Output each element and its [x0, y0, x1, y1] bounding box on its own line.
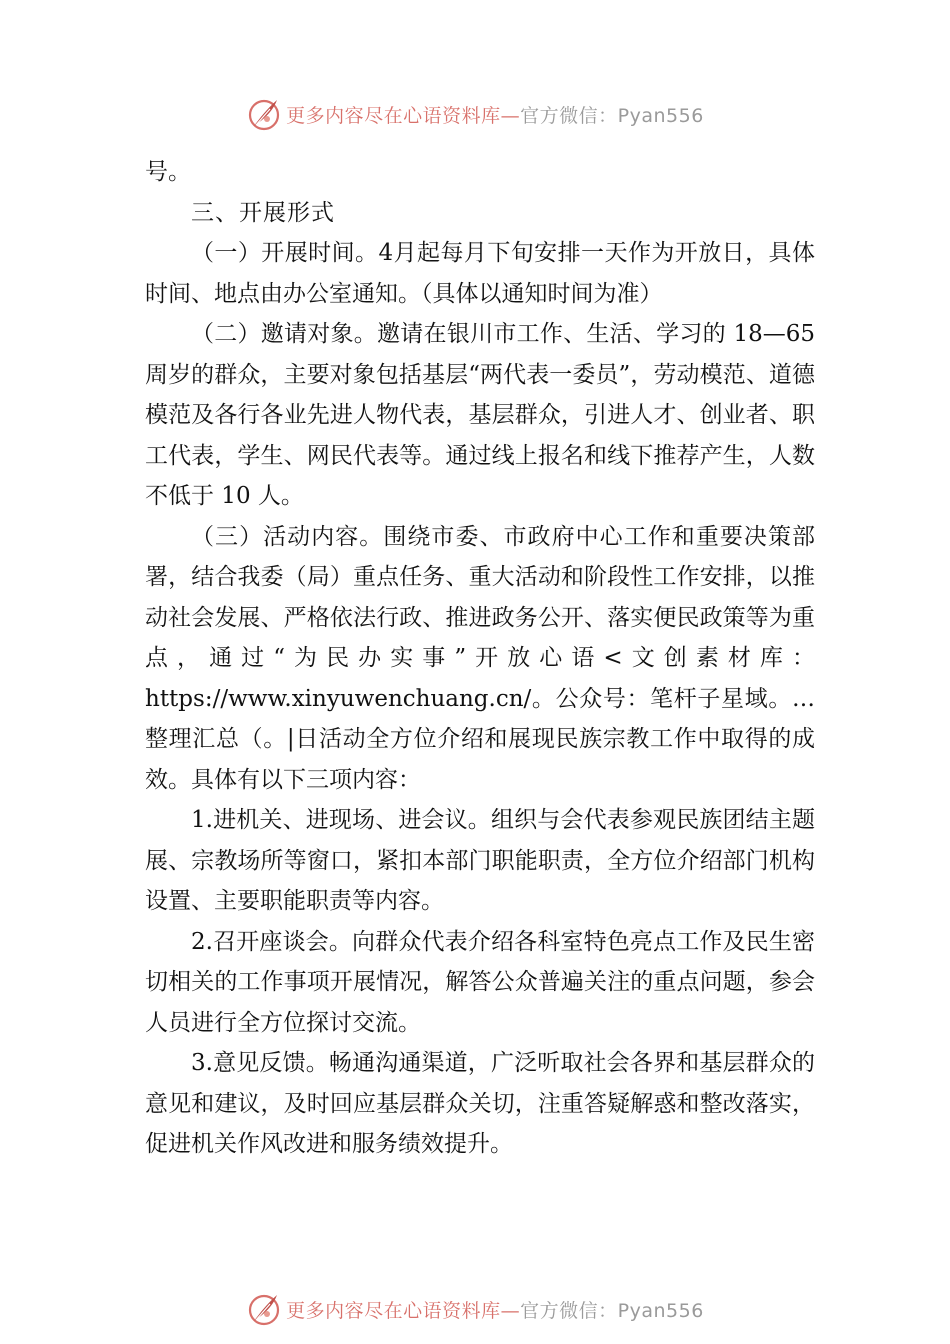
watermark-wechat: 官方微信：Pyan556: [520, 1299, 704, 1322]
paragraph-item-3: 3.意见反馈。畅通沟通渠道，广泛听取社会各界和基层群众的意见和建议，及时回应基层群众关切，注重答疑解惑和整改落实，促进机关作风改进和服务绩效提升。: [145, 1050, 815, 1157]
paragraph-time: （一）开展时间。4月起每月下旬安排一天作为开放日，具体时间、地点由办公室通知。（具体以通知时间为准）: [145, 240, 815, 307]
watermark-separator: —: [500, 104, 521, 127]
paragraph-item-2: 2.召开座谈会。向群众代表介绍各科室特色亮点工作及民生密切相关的工作事项开展情况，解答公众普遍关注的重点问题，参会人员进行全方位探讨交流。: [145, 928, 815, 1036]
section-heading: 三、开展形式: [191, 199, 335, 226]
watermark-wechat: 官方微信：Pyan556: [520, 104, 704, 127]
paragraph-invitees: （二）邀请对象。邀请在银川市工作、生活、学习的 18—65 周岁的群众，主要对象包括基层“两代表一委员”，劳动模范、道德模范及各行各业先进人物代表，基层群众，引进人才、创业者、职工代表，学生、网民代表等。通过线上报名和线下推荐产生，人数不低于 10 人。: [145, 321, 815, 509]
quill-pen-logo-icon: [246, 1291, 282, 1327]
quill-pen-logo-icon: [246, 96, 282, 132]
paragraph-continuation: 号。: [145, 159, 191, 185]
paragraph-content: （三）活动内容。围绕市委、市政府中心工作和重要决策部署，结合我委（局）重点任务、重大活动和阶段性工作安排，以推动社会发展、严格依法行政、推进政务公开、落实便民政策等为重点，通过“为民办实事”开放心语<文创素材库：https://www.xinyuwenchuang.cn/。公众号：笔杆子星域。…整理汇总（。|日活动全方位介绍和展现民族宗教工作中取得的成效。具体有以下三项内容：: [145, 523, 815, 793]
footer-watermark: [0, 1289, 950, 1329]
watermark-separator: —: [500, 1299, 521, 1322]
watermark-brand: 更多内容尽在心语资料库: [286, 1299, 501, 1322]
header-watermark: [0, 94, 950, 134]
watermark-brand: 更多内容尽在心语资料库: [286, 104, 501, 127]
paragraph-item-1: 1.进机关、进现场、进会议。组织与会代表参观民族团结主题展、宗教场所等窗口，紧扣本部门职能职责，全方位介绍部门机构设置、主要职能职责等内容。: [145, 807, 815, 914]
document-body: [145, 152, 815, 1165]
